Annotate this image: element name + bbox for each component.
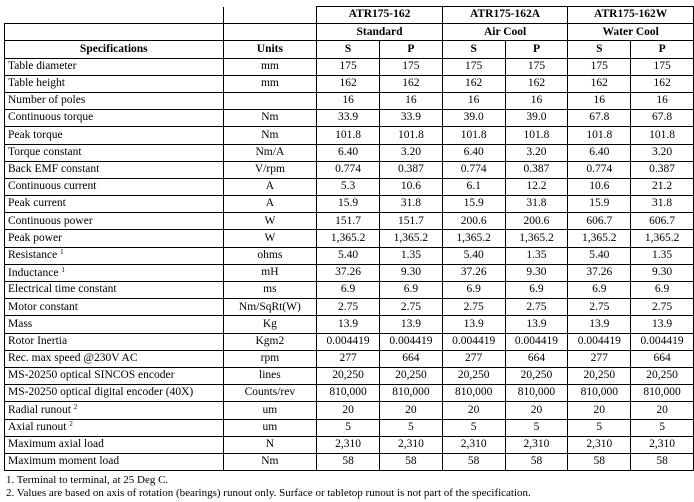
- spec-label: Maximum axial load: [8, 438, 104, 451]
- spec-units: W: [223, 213, 317, 230]
- spec-units: Nm/SqRt(W): [223, 299, 317, 316]
- spec-value: 151.7: [379, 213, 442, 230]
- spec-value: 58: [379, 453, 442, 470]
- spec-value: 101.8: [442, 127, 505, 144]
- spec-value: 0.774: [442, 161, 505, 178]
- table-row: [5, 178, 694, 195]
- spec-value: 20: [442, 402, 505, 419]
- spec-name: [5, 436, 224, 453]
- blank-cell: [223, 7, 317, 24]
- footnotes: [6, 474, 531, 500]
- table-row: [5, 247, 694, 264]
- spec-value: 2,310: [505, 436, 568, 453]
- spec-value: 101.8: [505, 127, 568, 144]
- spec-value: 2,310: [568, 436, 631, 453]
- spec-name: [5, 247, 224, 264]
- spec-value: 0.004419: [317, 333, 380, 350]
- spec-value: 2.75: [379, 299, 442, 316]
- spec-value: 606.7: [568, 213, 631, 230]
- spec-label: Table height: [8, 77, 65, 90]
- spec-value: 1,365.2: [317, 230, 380, 247]
- spec-value: 20,250: [631, 367, 694, 384]
- spec-value: 20: [505, 402, 568, 419]
- s-header: S: [442, 41, 505, 58]
- table-row: [5, 92, 694, 109]
- spec-value: 2.75: [568, 299, 631, 316]
- table-row: [5, 402, 694, 419]
- spec-value: 0.774: [317, 161, 380, 178]
- spec-value: 58: [442, 453, 505, 470]
- spec-label: Radial runout: [8, 404, 71, 417]
- table-row: [5, 385, 694, 402]
- spec-label: Electrical time constant: [8, 283, 117, 296]
- spec-value: 20,250: [379, 367, 442, 384]
- spec-label: Number of poles: [8, 94, 86, 107]
- s-header: S: [568, 41, 631, 58]
- spec-label: Torque constant: [8, 145, 82, 158]
- spec-name: [5, 350, 224, 367]
- table-row: [5, 127, 694, 144]
- table-row: [5, 75, 694, 92]
- spec-units: Counts/rev: [223, 385, 317, 402]
- spec-value: 58: [505, 453, 568, 470]
- spec-value: 20: [631, 402, 694, 419]
- spec-value: 2.75: [442, 299, 505, 316]
- spec-value: 101.8: [568, 127, 631, 144]
- spec-value: 5: [442, 419, 505, 436]
- spec-value: 1,365.2: [568, 230, 631, 247]
- spec-value: 2,310: [442, 436, 505, 453]
- table-row: [5, 196, 694, 213]
- spec-value: 16: [442, 92, 505, 109]
- spec-value: 0.004419: [442, 333, 505, 350]
- spec-value: 13.9: [568, 316, 631, 333]
- spec-label: Maximum moment load: [8, 455, 120, 468]
- table-row: [5, 161, 694, 178]
- spec-units: Nm: [223, 110, 317, 127]
- spec-units: mm: [223, 58, 317, 75]
- spec-value: 10.6: [379, 178, 442, 195]
- table-row: [5, 230, 694, 247]
- table-row: [5, 436, 694, 453]
- spec-value: 20: [568, 402, 631, 419]
- spec-value: 0.004419: [568, 333, 631, 350]
- spec-value: 16: [379, 92, 442, 109]
- spec-value: 20,250: [505, 367, 568, 384]
- spec-value: 2.75: [631, 299, 694, 316]
- spec-value: 15.9: [317, 196, 380, 213]
- table-row: [5, 110, 694, 127]
- spec-name: [5, 92, 224, 109]
- spec-name: [5, 264, 224, 281]
- spec-value: 6.9: [317, 282, 380, 299]
- spec-value: 664: [505, 350, 568, 367]
- table-row: [5, 144, 694, 161]
- spec-value: 9.30: [631, 264, 694, 281]
- spec-value: 0.004419: [379, 333, 442, 350]
- footnote-marker: 1: [60, 248, 64, 257]
- spec-value: 37.26: [568, 264, 631, 281]
- spec-value: 5.3: [317, 178, 380, 195]
- table-row: [5, 316, 694, 333]
- spec-value: 810,000: [568, 385, 631, 402]
- spec-units: Kg: [223, 316, 317, 333]
- spec-value: 15.9: [442, 196, 505, 213]
- spec-name: [5, 230, 224, 247]
- model-name: ATR175-162W: [568, 7, 694, 24]
- spec-value: 20: [379, 402, 442, 419]
- spec-value: 15.9: [568, 196, 631, 213]
- spec-value: 21.2: [631, 178, 694, 195]
- table-row: [5, 299, 694, 316]
- table-row: [5, 419, 694, 436]
- spec-value: 9.30: [505, 264, 568, 281]
- spec-value: 810,000: [442, 385, 505, 402]
- spec-value: 664: [631, 350, 694, 367]
- spec-value: 101.8: [317, 127, 380, 144]
- spec-units: ms: [223, 282, 317, 299]
- spec-value: 13.9: [505, 316, 568, 333]
- spec-value: 20,250: [568, 367, 631, 384]
- spec-value: 67.8: [568, 110, 631, 127]
- spec-value: 101.8: [379, 127, 442, 144]
- spec-name: [5, 333, 224, 350]
- spec-value: 58: [631, 453, 694, 470]
- spec-value: 13.9: [317, 316, 380, 333]
- spec-units: Nm/A: [223, 144, 317, 161]
- table-row: [5, 333, 694, 350]
- spec-value: 200.6: [442, 213, 505, 230]
- spec-units: A: [223, 196, 317, 213]
- blank-cell: [5, 24, 224, 41]
- spec-value: 2.75: [317, 299, 380, 316]
- table-row: [5, 282, 694, 299]
- spec-value: 9.30: [379, 264, 442, 281]
- spec-label: Resistance: [8, 249, 58, 262]
- spec-name: [5, 110, 224, 127]
- spec-value: 5.40: [568, 247, 631, 264]
- spec-value: 664: [379, 350, 442, 367]
- spec-value: 5.40: [317, 247, 380, 264]
- spec-units: mm: [223, 75, 317, 92]
- spec-value: 0.774: [568, 161, 631, 178]
- spec-value: 175: [442, 58, 505, 75]
- spec-value: 6.40: [317, 144, 380, 161]
- spec-value: 101.8: [631, 127, 694, 144]
- spec-label: Table diameter: [8, 59, 77, 72]
- spec-value: 67.8: [631, 110, 694, 127]
- spec-value: 5: [505, 419, 568, 436]
- spec-value: 13.9: [379, 316, 442, 333]
- spec-value: 6.9: [505, 282, 568, 299]
- spec-value: 0.387: [505, 161, 568, 178]
- spec-value: 31.8: [505, 196, 568, 213]
- spec-units: N: [223, 436, 317, 453]
- spec-value: 39.0: [505, 110, 568, 127]
- spec-value: 5: [631, 419, 694, 436]
- spec-value: 20,250: [317, 367, 380, 384]
- spec-label: Rec. max speed @230V AC: [8, 352, 138, 365]
- spec-value: 31.8: [379, 196, 442, 213]
- spec-value: 20,250: [442, 367, 505, 384]
- spec-label: MS-20250 optical SINCOS encoder: [8, 369, 175, 382]
- spec-units: ohms: [223, 247, 317, 264]
- spec-value: 810,000: [317, 385, 380, 402]
- spec-table: [4, 6, 694, 471]
- spec-value: 5: [317, 419, 380, 436]
- table-row: [5, 58, 694, 75]
- spec-value: 16: [505, 92, 568, 109]
- blank-cell: [5, 7, 224, 24]
- spec-value: 175: [317, 58, 380, 75]
- model-name: ATR175-162A: [442, 7, 568, 24]
- spec-value: 39.0: [442, 110, 505, 127]
- spec-value: 162: [505, 75, 568, 92]
- spec-name: [5, 402, 224, 419]
- spec-units: mH: [223, 264, 317, 281]
- spec-name: [5, 367, 224, 384]
- spec-value: 16: [317, 92, 380, 109]
- spec-value: 1,365.2: [505, 230, 568, 247]
- spec-name: [5, 161, 224, 178]
- spec-value: 33.9: [379, 110, 442, 127]
- spec-label: Axial runout: [8, 421, 67, 434]
- spec-units: lines: [223, 367, 317, 384]
- spec-value: 3.20: [379, 144, 442, 161]
- spec-name: [5, 213, 224, 230]
- blank-cell: [223, 24, 317, 41]
- p-header: P: [631, 41, 694, 58]
- spec-name: [5, 196, 224, 213]
- spec-label: MS-20250 optical digital encoder (40X): [8, 386, 194, 399]
- p-header: P: [505, 41, 568, 58]
- spec-value: 162: [317, 75, 380, 92]
- spec-value: 277: [442, 350, 505, 367]
- spec-name: [5, 453, 224, 470]
- spec-value: 6.9: [631, 282, 694, 299]
- spec-value: 33.9: [317, 110, 380, 127]
- spec-value: 10.6: [568, 178, 631, 195]
- spec-value: 13.9: [442, 316, 505, 333]
- spec-name: [5, 58, 224, 75]
- spec-value: 1,365.2: [442, 230, 505, 247]
- spec-units: V/rpm: [223, 161, 317, 178]
- spec-label: Mass: [8, 317, 33, 330]
- spec-label: Back EMF constant: [8, 163, 100, 176]
- table-row: [5, 453, 694, 470]
- spec-value: 0.387: [631, 161, 694, 178]
- spec-value: 2.75: [505, 299, 568, 316]
- spec-value: 1,365.2: [379, 230, 442, 247]
- spec-label: Continuous power: [8, 214, 93, 227]
- spec-value: 606.7: [631, 213, 694, 230]
- spec-value: 810,000: [631, 385, 694, 402]
- spec-label: Peak torque: [8, 128, 63, 141]
- spec-value: 2,310: [317, 436, 380, 453]
- spec-name: [5, 127, 224, 144]
- table-row: [5, 367, 694, 384]
- specifications-header: Specifications: [5, 41, 224, 58]
- table-row: [5, 213, 694, 230]
- spec-value: 6.40: [568, 144, 631, 161]
- spec-value: 175: [505, 58, 568, 75]
- spec-name: [5, 385, 224, 402]
- spec-value: 31.8: [631, 196, 694, 213]
- spec-value: 37.26: [317, 264, 380, 281]
- footnote: 1. Terminal to terminal, at 25 Deg C.: [6, 474, 169, 486]
- spec-value: 277: [568, 350, 631, 367]
- spec-value: 16: [568, 92, 631, 109]
- spec-value: 6.1: [442, 178, 505, 195]
- spec-name: [5, 299, 224, 316]
- units-header: Units: [223, 41, 317, 58]
- spec-units: Nm: [223, 453, 317, 470]
- spec-value: 2,310: [631, 436, 694, 453]
- spec-units: A: [223, 178, 317, 195]
- spec-value: 5: [379, 419, 442, 436]
- spec-name: [5, 316, 224, 333]
- spec-value: 162: [568, 75, 631, 92]
- spec-value: 200.6: [505, 213, 568, 230]
- spec-value: 13.9: [631, 316, 694, 333]
- spec-name: [5, 419, 224, 436]
- spec-value: 5: [568, 419, 631, 436]
- spec-label: Inductance: [8, 266, 59, 279]
- column-header-row: [5, 41, 694, 58]
- p-header: P: [379, 41, 442, 58]
- footnote-marker: 2: [69, 420, 73, 429]
- spec-value: 162: [379, 75, 442, 92]
- spec-units: [223, 92, 317, 109]
- spec-name: [5, 282, 224, 299]
- spec-value: 0.004419: [631, 333, 694, 350]
- spec-label: Peak power: [8, 231, 62, 244]
- spec-name: [5, 144, 224, 161]
- spec-value: 1.35: [505, 247, 568, 264]
- spec-value: 58: [317, 453, 380, 470]
- table-row: [5, 350, 694, 367]
- spec-value: 2,310: [379, 436, 442, 453]
- spec-name: [5, 75, 224, 92]
- model-variant: Standard: [317, 24, 443, 41]
- spec-value: 175: [568, 58, 631, 75]
- spec-label: Motor constant: [8, 300, 78, 313]
- spec-units: rpm: [223, 350, 317, 367]
- spec-value: 810,000: [505, 385, 568, 402]
- spec-value: 16: [631, 92, 694, 109]
- model-variant: Air Cool: [442, 24, 568, 41]
- spec-value: 162: [442, 75, 505, 92]
- spec-value: 175: [631, 58, 694, 75]
- spec-value: 0.387: [379, 161, 442, 178]
- spec-units: Kgm2: [223, 333, 317, 350]
- spec-value: 20: [317, 402, 380, 419]
- spec-value: 1.35: [631, 247, 694, 264]
- table-row: [5, 264, 694, 281]
- spec-value: 58: [568, 453, 631, 470]
- model-variant: Water Cool: [568, 24, 694, 41]
- footnote-marker: 1: [61, 265, 65, 274]
- spec-label: Continuous current: [8, 180, 97, 193]
- spec-value: 151.7: [317, 213, 380, 230]
- spec-name: [5, 178, 224, 195]
- footnote-marker: 2: [73, 403, 78, 412]
- spec-value: 6.9: [568, 282, 631, 299]
- s-header: S: [317, 41, 380, 58]
- spec-units: um: [223, 402, 317, 419]
- footnote: 2. Values are based on axis of rotation (bearings) runout only. Surface or tabletop runout is not part of the specification.: [6, 487, 531, 499]
- spec-value: 12.2: [505, 178, 568, 195]
- spec-value: 175: [379, 58, 442, 75]
- spec-label: Continuous torque: [8, 111, 94, 124]
- spec-value: 5.40: [442, 247, 505, 264]
- spec-value: 37.26: [442, 264, 505, 281]
- spec-value: 162: [631, 75, 694, 92]
- spec-value: 0.004419: [505, 333, 568, 350]
- spec-units: um: [223, 419, 317, 436]
- model-name: ATR175-162: [317, 7, 443, 24]
- spec-value: 6.40: [442, 144, 505, 161]
- spec-value: 6.9: [379, 282, 442, 299]
- spec-value: 1.35: [379, 247, 442, 264]
- spec-value: 3.20: [505, 144, 568, 161]
- spec-value: 810,000: [379, 385, 442, 402]
- model-name-row: [5, 7, 694, 24]
- spec-label: Peak current: [8, 197, 66, 210]
- spec-units: W: [223, 230, 317, 247]
- variant-row: [5, 24, 694, 41]
- spec-value: 1,365.2: [631, 230, 694, 247]
- spec-label: Rotor Inertia: [8, 334, 68, 347]
- spec-value: 277: [317, 350, 380, 367]
- spec-value: 3.20: [631, 144, 694, 161]
- spec-units: Nm: [223, 127, 317, 144]
- spec-value: 6.9: [442, 282, 505, 299]
